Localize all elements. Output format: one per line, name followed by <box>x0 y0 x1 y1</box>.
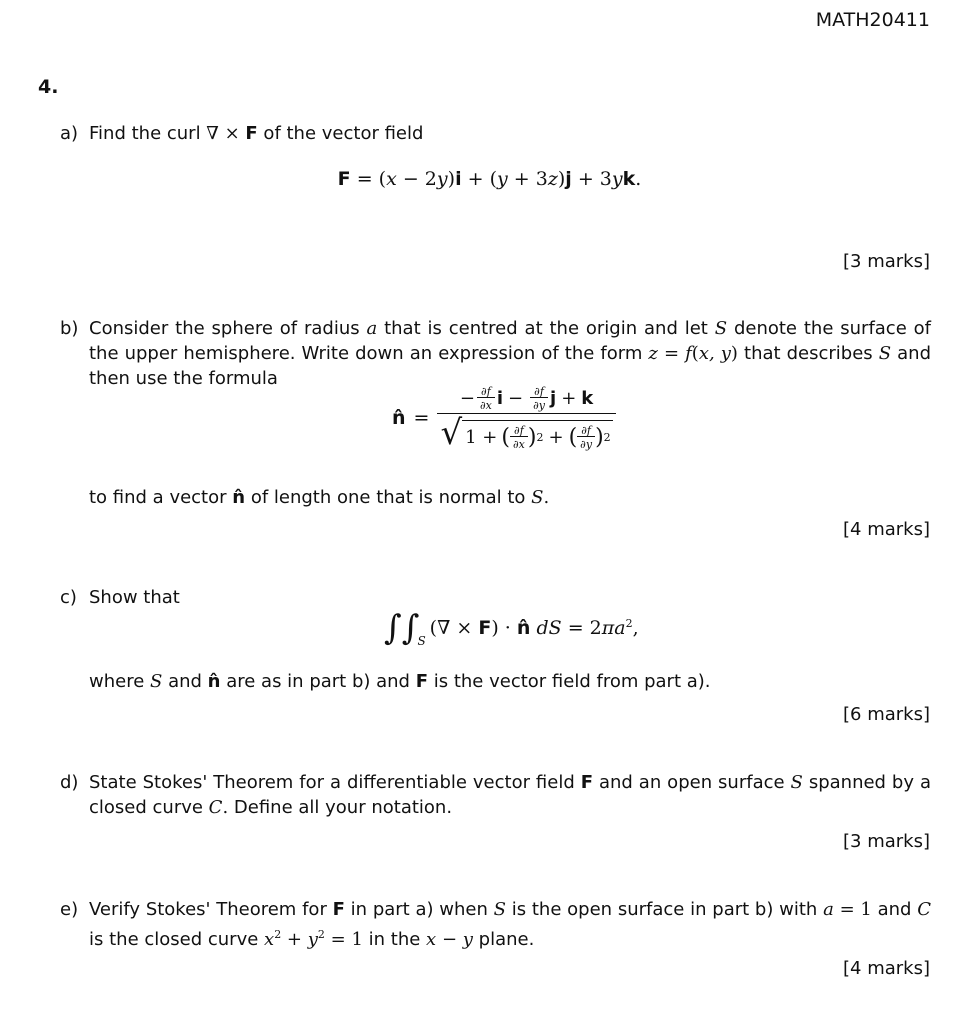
part-c-equation: ∫ ∫ S (∇ × F ) · n̂ dS = 2 πa $^2$ , <box>384 608 639 648</box>
part-a-label: a) <box>60 123 79 144</box>
part-b-label: b) <box>60 318 79 339</box>
part-c-after-text: where S and n̂ are as in part b) and F is the vector field from part a). <box>89 671 711 692</box>
part-a-text: Find the curl ∇ × F of the vector field <box>89 123 424 144</box>
part-d-label: d) <box>60 772 79 793</box>
part-b-text: Consider the sphere of radius a that is centred at the origin and let S denote the surface of the upper hemisphere. Write down an expression of the form z = f(x, y) that describes S and then use the formula <box>89 318 931 389</box>
part-c-label: c) <box>60 587 77 608</box>
part-d-marks: [3 marks] <box>843 831 930 852</box>
part-d-text: State Stokes' Theorem for a differentiable vector field F and an open surface S spanned by a closed curve C. Define all your notation. <box>89 772 931 818</box>
part-e-label: e) <box>60 899 79 920</box>
part-e-marks: [4 marks] <box>843 958 930 979</box>
normal-vector-formula: n̂ = − $\frac{\partial f}{\partial x}$ i − $\frac{\partial f}{\partial y}$ j + k √ 1 + ( ∂f ∂x ) 2 + ( ∂f ∂y ) 2 <box>392 386 616 450</box>
part-a-marks: [3 marks] <box>843 251 930 272</box>
course-code: MATH20411 <box>815 9 930 31</box>
question-number: 4. <box>38 76 59 98</box>
part-a-equation: F = (x − 2y)i + (y + 3z)j + 3yk. <box>337 168 642 190</box>
part-c-text: Show that <box>89 587 180 608</box>
part-e-text: Verify Stokes' Theorem for F in part a) when S is the open surface in part b) with a = 1 and C is the closed curve $x^2 + y^2 = 1$ in the x − y plane. <box>89 899 932 950</box>
part-b-after-text: to find a vector n̂ of length one that is normal to S. <box>89 487 550 508</box>
part-b-marks: [4 marks] <box>843 519 930 540</box>
part-c-marks: [6 marks] <box>843 704 930 725</box>
